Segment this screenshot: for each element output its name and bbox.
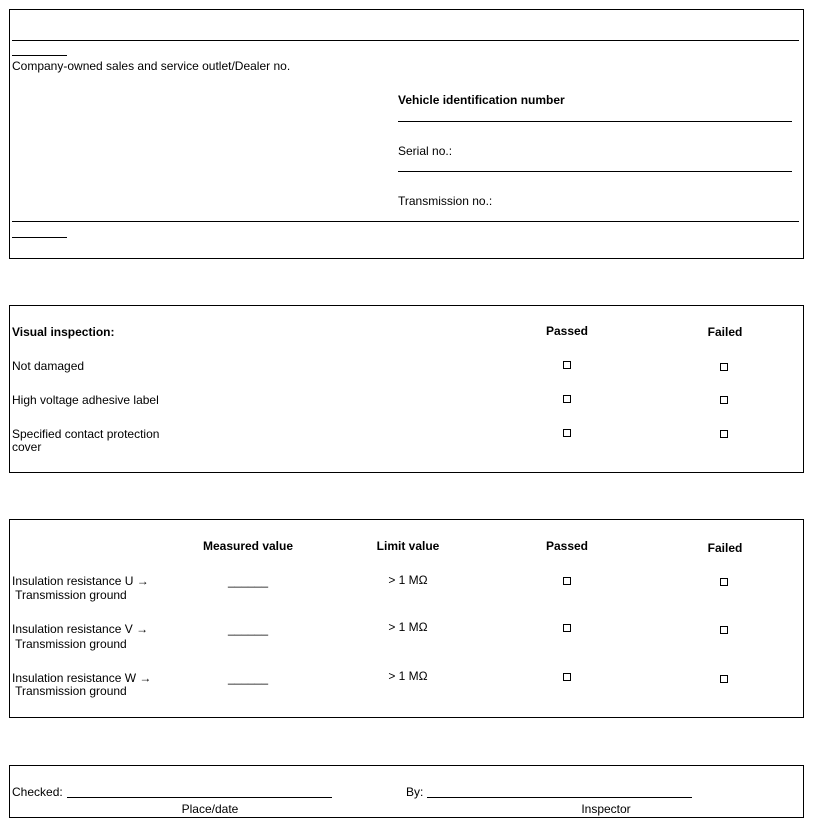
failed-checkbox[interactable] <box>720 430 728 438</box>
insulation-failed-header: Failed <box>707 541 743 555</box>
passed-checkbox[interactable] <box>563 624 571 632</box>
visual-passed-header: Passed <box>545 324 589 338</box>
passed-checkbox[interactable] <box>563 361 571 369</box>
passed-checkbox[interactable] <box>563 395 571 403</box>
dealer-number-label: Company-owned sales and service outlet/Dealer no. <box>12 59 291 73</box>
visual-inspection-title: Visual inspection: <box>12 325 115 339</box>
limit-value: > 1 MΩ <box>388 620 428 634</box>
visual-row-label: High voltage adhesive label <box>12 393 159 407</box>
inspector-caption: Inspector <box>581 802 631 816</box>
dealer-number-line-wrap <box>12 55 67 56</box>
insulation-row-label-continued: Transmission ground <box>12 588 127 602</box>
inspector-line[interactable] <box>427 797 692 798</box>
insulation-passed-header: Passed <box>545 539 589 553</box>
place-date-caption: Place/date <box>181 802 239 816</box>
passed-checkbox[interactable] <box>563 429 571 437</box>
failed-checkbox[interactable] <box>720 675 728 683</box>
measured-value-field[interactable]: ______ <box>227 574 269 588</box>
failed-checkbox[interactable] <box>720 578 728 586</box>
passed-checkbox[interactable] <box>563 577 571 585</box>
transmission-number-line-wrap <box>12 237 67 238</box>
transmission-number-label: Transmission no.: <box>398 194 493 208</box>
serial-number-label: Serial no.: <box>398 144 453 158</box>
failed-checkbox[interactable] <box>720 363 728 371</box>
failed-checkbox[interactable] <box>720 626 728 634</box>
insulation-row-label-continued: Transmission ground <box>12 637 127 651</box>
transmission-number-line[interactable] <box>12 221 799 222</box>
measured-value-header: Measured value <box>202 539 294 553</box>
visual-row-label-continued: cover <box>12 440 42 454</box>
insulation-row-label: Insulation resistance V → <box>12 622 149 636</box>
visual-row-label: Not damaged <box>12 359 85 373</box>
limit-value-header: Limit value <box>376 539 440 553</box>
passed-checkbox[interactable] <box>563 673 571 681</box>
failed-checkbox[interactable] <box>720 396 728 404</box>
measured-value-field[interactable]: ______ <box>227 671 269 685</box>
dealer-number-line[interactable] <box>12 40 799 41</box>
by-label: By: <box>406 785 424 799</box>
measured-value-field[interactable]: ______ <box>227 622 269 636</box>
vin-line[interactable] <box>398 121 792 122</box>
visual-failed-header: Failed <box>707 325 743 339</box>
insulation-row-label-continued: Transmission ground <box>12 684 127 698</box>
checked-label: Checked: <box>12 785 63 799</box>
vin-label: Vehicle identification number <box>398 93 565 107</box>
limit-value: > 1 MΩ <box>388 573 428 587</box>
visual-row-label: Specified contact protection <box>12 427 160 441</box>
limit-value: > 1 MΩ <box>388 669 428 683</box>
insulation-row-label: Insulation resistance U → <box>12 574 149 588</box>
serial-number-line[interactable] <box>398 171 792 172</box>
checked-place-date-line[interactable] <box>67 797 332 798</box>
insulation-row-label: Insulation resistance W → <box>12 671 152 685</box>
